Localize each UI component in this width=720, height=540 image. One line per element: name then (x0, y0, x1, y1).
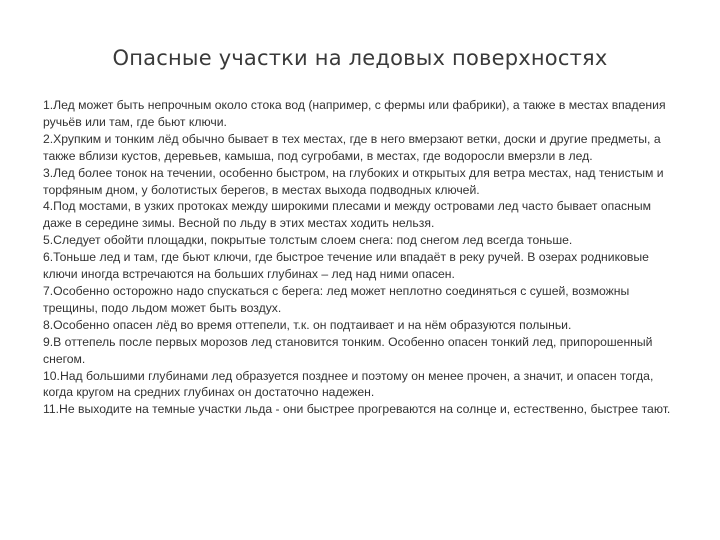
rule-item: 1.Лед может быть непрочным около стока вод (например, с фермы или фабрики), а также в местах впадения ручьёв или там, где бьют ключи. (43, 98, 666, 129)
rule-item: 9.В оттепель после первых морозов лед становится тонким. Особенно опасен тонкий лед, припорошенный снегом. (43, 334, 653, 366)
rule-item: 5.Следует обойти площадки, покрытые толстым слоем снега: под снегом лед всегда тоньше. (43, 233, 573, 248)
slide-title: Опасные участки на ледовых поверхностях (112, 46, 608, 70)
rule-item: 6.Тоньше лед и там, где бьют ключи, где быстрое течение или впадаёт в реку ручей. В озерах родниковые ключи иногда встречаются на больших глубинах – лед над ними опасен. (43, 250, 649, 282)
rule-item: 10.Над большими глубинами лед образуется позднее и поэтому он менее прочен, а значит, и опасен тогда, когда кругом на средних глубинах он достаточно надежен. (43, 368, 654, 400)
rule-item: 8.Особенно опасен лёд во время оттепели, т.к. он подтаивает и на нём образуются полыньи. (43, 317, 572, 332)
rules-list (43, 97, 683, 418)
rule-item: 4.Под мостами, в узких протоках между широкими плесами и между островами лед часто бывает опасным даже в середине зимы. Весной по льду в этих местах ходить нельзя. (43, 199, 651, 231)
rule-item: 2.Хрупким и тонким лёд обычно бывает в тех местах, где в него вмерзают ветки, доски и другие предметы, а также вблизи кустов, деревьев, камыша, под сугробами, в местах, где водоросли вмерзли в лед. (43, 131, 661, 163)
rule-item: 7.Особенно осторожно надо спускаться с берега: лед может неплотно соединяться с сушей, возможны трещины, подо льдом может быть воздух. (43, 283, 630, 315)
rule-item: 3.Лед более тонок на течении, особенно быстром, на глубоких и открытых для ветра местах, над тенистым и торфяным дном, у болотистых берегов, в местах выхода подводных ключей. (43, 165, 664, 197)
rule-item: 11.Не выходите на темные участки льда - они быстрее прогреваются на солнце и, естественно, быстрее тают. (43, 402, 671, 417)
